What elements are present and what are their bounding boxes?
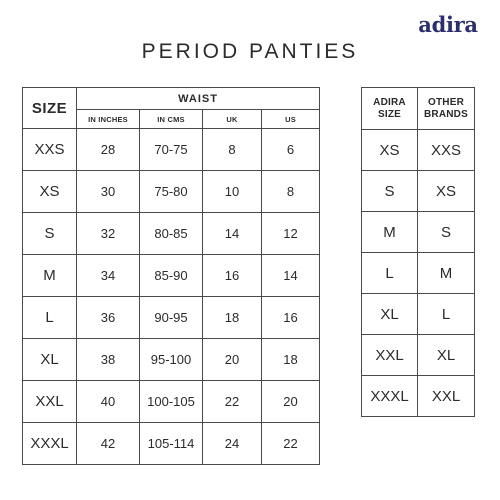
size-row [23, 339, 320, 381]
other-brand-size-cell: XXS [418, 130, 475, 171]
cms-cell: 105-114 [140, 423, 203, 465]
brand-logo: adira [418, 12, 478, 37]
adira-size-column-header [362, 88, 418, 130]
inches-cell: 36 [77, 297, 140, 339]
size-conversion-table [361, 87, 475, 417]
inches-cell: 30 [77, 171, 140, 213]
cms-cell: 90-95 [140, 297, 203, 339]
cms-cell: 75-80 [140, 171, 203, 213]
us-cell: 6 [262, 129, 320, 171]
adira-size-cell: XXXL [362, 376, 418, 417]
us-cell: 8 [262, 171, 320, 213]
conversion-row [362, 212, 475, 253]
size-chart-table [22, 87, 320, 465]
size-row [23, 423, 320, 465]
us-cell: 22 [262, 423, 320, 465]
inches-cell: 32 [77, 213, 140, 255]
conversion-row [362, 171, 475, 212]
other-brand-size-cell: XXL [418, 376, 475, 417]
adira-size-header-line1: ADIRA [373, 96, 406, 108]
conversion-row [362, 294, 475, 335]
waist-column-header: WAIST [77, 88, 320, 110]
us-cell: 18 [262, 339, 320, 381]
size-cell: S [23, 213, 77, 255]
other-brands-header-line1: OTHER [428, 96, 464, 108]
size-cell: XXXL [23, 423, 77, 465]
size-cell: XXS [23, 129, 77, 171]
size-cell: XL [23, 339, 77, 381]
inches-column-header: IN INCHES [77, 110, 140, 129]
inches-cell: 34 [77, 255, 140, 297]
cms-cell: 100-105 [140, 381, 203, 423]
cms-cell: 85-90 [140, 255, 203, 297]
page-title: PERIOD PANTIES [141, 40, 359, 63]
us-cell: 14 [262, 255, 320, 297]
uk-cell: 10 [203, 171, 262, 213]
adira-size-cell: XL [362, 294, 418, 335]
uk-cell: 18 [203, 297, 262, 339]
conversion-row [362, 335, 475, 376]
inches-cell: 42 [77, 423, 140, 465]
conversion-row [362, 130, 475, 171]
size-cell: L [23, 297, 77, 339]
us-cell: 20 [262, 381, 320, 423]
adira-size-cell: M [362, 212, 418, 253]
size-row [23, 171, 320, 213]
adira-size-cell: XXL [362, 335, 418, 376]
inches-cell: 28 [77, 129, 140, 171]
conversion-row [362, 376, 475, 417]
size-row [23, 297, 320, 339]
uk-cell: 16 [203, 255, 262, 297]
size-cell: XXL [23, 381, 77, 423]
us-cell: 12 [262, 213, 320, 255]
adira-size-cell: L [362, 253, 418, 294]
size-cell: M [23, 255, 77, 297]
other-brand-size-cell: XL [418, 335, 475, 376]
uk-column-header: UK [203, 110, 262, 129]
uk-cell: 14 [203, 213, 262, 255]
cms-cell: 95-100 [140, 339, 203, 381]
adira-size-header-line2: SIZE [377, 108, 402, 120]
us-cell: 16 [262, 297, 320, 339]
other-brand-size-cell: S [418, 212, 475, 253]
size-cell: XS [23, 171, 77, 213]
adira-size-cell: XS [362, 130, 418, 171]
uk-cell: 8 [203, 129, 262, 171]
cms-cell: 80-85 [140, 213, 203, 255]
adira-size-cell: S [362, 171, 418, 212]
uk-cell: 24 [203, 423, 262, 465]
uk-cell: 20 [203, 339, 262, 381]
other-brand-size-cell: M [418, 253, 475, 294]
size-row [23, 255, 320, 297]
uk-cell: 22 [203, 381, 262, 423]
other-brand-size-cell: L [418, 294, 475, 335]
other-brands-header-line2: BRANDS [424, 108, 468, 120]
size-row [23, 213, 320, 255]
us-column-header: US [262, 110, 320, 129]
size-column-header: SIZE [23, 88, 77, 129]
other-brands-column-header [418, 88, 475, 130]
inches-cell: 40 [77, 381, 140, 423]
conversion-row [362, 253, 475, 294]
other-brand-size-cell: XS [418, 171, 475, 212]
inches-cell: 38 [77, 339, 140, 381]
cms-column-header: IN CMS [140, 110, 203, 129]
size-row [23, 129, 320, 171]
size-row [23, 381, 320, 423]
cms-cell: 70-75 [140, 129, 203, 171]
